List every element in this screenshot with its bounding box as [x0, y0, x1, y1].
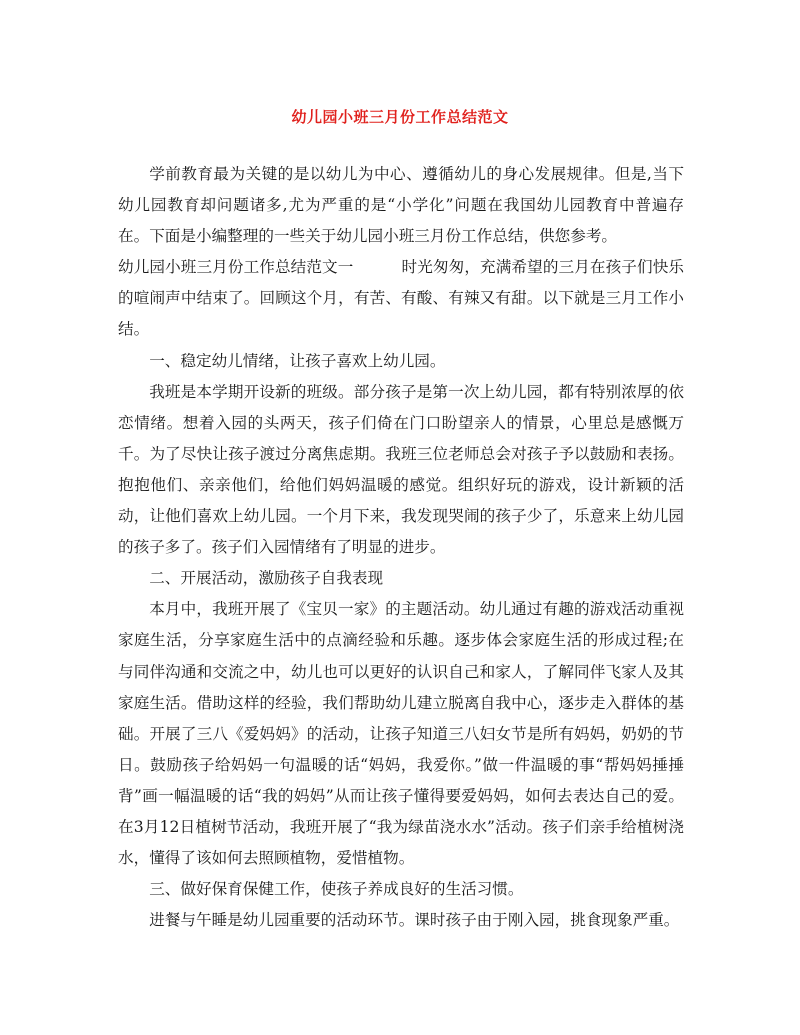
- section-body-3: 进餐与午睡是幼儿园重要的活动环节。课时孩子由于刚入园，挑食现象严重。: [149, 911, 680, 930]
- sample-paragraph: [118, 252, 684, 345]
- section-heading-1: 一、稳定幼儿情绪，让孩子喜欢上幼儿园。: [149, 351, 446, 370]
- section-heading-3: 三、做好保育保健工作，使孩子养成良好的生活习惯。: [149, 880, 524, 899]
- sample-title: 幼儿园小班三月份工作总结范文一: [118, 258, 354, 277]
- sample-opening: 时光匆匆，充满希望的三月在孩子们快乐的喧闹声中结束了。回顾这个月，有苦、有酸、有辣又有甜。以下就是三月工作小结。: [118, 258, 684, 339]
- document-title: 幼儿园小班三月份工作总结范文: [291, 108, 509, 126]
- section-heading-2: 二、开展活动，激励孩子自我表现: [149, 569, 384, 588]
- intro-paragraph: 学前教育最为关键的是以幼儿为中心、遵循幼儿的身心发展规律。但是,当下幼儿园教育却问题诸多,尤为严重的是“小学化”问题在我国幼儿园教育中普遍存在。下面是小编整理的一些关于幼儿园小班三月份工作总结，供您参考。: [118, 165, 684, 246]
- document-body: [118, 159, 684, 936]
- section-body-1: 我班是本学期开设新的班级。部分孩子是第一次上幼儿园，都有特别浓厚的依恋情绪。想着入园的头两天，孩子们倚在门口盼望亲人的情景，心里总是感慨万千。为了尽快让孩子渡过分离焦虑期。我班三位老师总会对孩子予以鼓励和表扬。抱抱他们、亲亲他们，给他们妈妈温暖的感觉。组织好玩的游戏，设计新颖的活动，让他们喜欢上幼儿园。一个月下来，我发现哭闹的孩子少了，乐意来上幼儿园的孩子多了。孩子们入园情绪有了明显的进步。: [118, 382, 684, 557]
- section-body-2: 本月中，我班开展了《宝贝一家》的主题活动。幼儿通过有趣的游戏活动重视家庭生活，分享家庭生活中的点滴经验和乐趣。逐步体会家庭生活的形成过程;在与同伴沟通和交流之中，幼儿也可以更好的认识自己和家人，了解同伴飞家人及其家庭生活。借助这样的经验，我们帮助幼儿建立脱离自我中心，逐步走入群体的基础。开展了三八《爱妈妈》的活动，让孩子知道三八妇女节是所有妈妈，奶奶的节日。鼓励孩子给妈妈一句温暖的话“妈妈，我爱你。”做一件温暖的事“帮妈妈捶捶背”画一幅温暖的话“我的妈妈”从而让孩子懂得要爱妈妈，如何去表达自己的爱。在3月12日植树节活动，我班开展了“我为绿苗浇水水”活动。孩子们亲手给植树浇水，懂得了该如何去照顾植物，爱惜植物。: [118, 600, 684, 868]
